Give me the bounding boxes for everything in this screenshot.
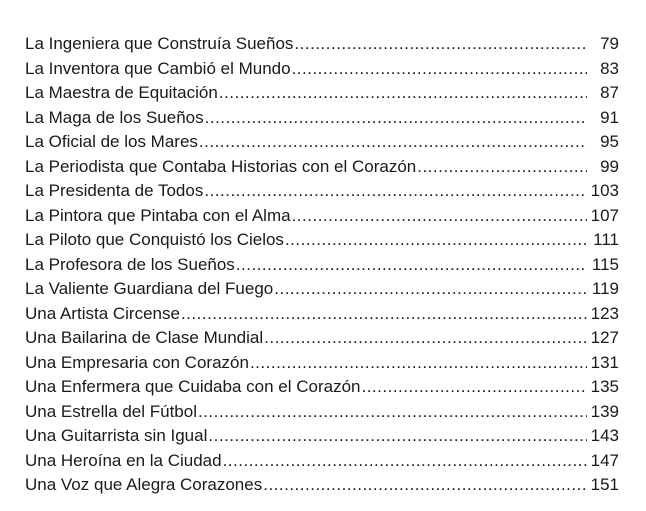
toc-entry-title: La Pintora que Pintaba con el Alma	[25, 205, 291, 225]
dot-leader	[223, 449, 587, 474]
dot-leader	[417, 155, 587, 180]
dot-leader	[274, 277, 587, 302]
toc-entry	[25, 106, 619, 131]
dot-leader	[263, 473, 587, 498]
toc-entry-title: La Oficial de los Mares	[25, 132, 198, 151]
toc-entry-title: Una Estrella del Fútbol	[25, 401, 197, 421]
toc-entry	[25, 32, 619, 57]
dot-leader	[208, 424, 587, 449]
toc-entry-title: La Periodista que Contaba Historias con el Corazón	[25, 156, 417, 176]
toc-entry-page: 83	[600, 58, 619, 78]
toc-entry-title: La Piloto que Conquistó los Cielos	[25, 230, 284, 249]
toc-entry-title: Una Bailarina de Clase Mundial	[25, 328, 264, 347]
dot-leader	[198, 400, 587, 425]
toc-entry-title: La Inventora que Cambió el Mundo	[25, 58, 291, 78]
toc-entry-title: La Ingeniera que Construía Sueños	[25, 34, 294, 53]
toc-entry	[25, 204, 619, 229]
toc-entry-page: 131	[590, 352, 619, 372]
toc-entry-title: La Maga de los Sueños	[25, 107, 204, 127]
toc-entry	[25, 155, 619, 180]
dot-leader	[250, 351, 587, 376]
toc-entry-page: 123	[590, 303, 619, 323]
toc-entry-page: 95	[600, 132, 619, 151]
toc-entry-page: 79	[600, 34, 619, 53]
toc-entry	[25, 351, 619, 376]
toc-entry	[25, 81, 619, 106]
toc-entry-title: La Maestra de Equitación	[25, 83, 218, 102]
toc-entry-title: Una Artista Circense	[25, 303, 180, 323]
toc-entry	[25, 228, 619, 253]
dot-leader	[292, 204, 587, 229]
toc-entry-page: 115	[591, 254, 619, 274]
dot-leader	[219, 81, 587, 106]
toc-entry	[25, 277, 619, 302]
toc-entry	[25, 326, 619, 351]
toc-entry-title: Una Voz que Alegra Corazones	[25, 475, 263, 494]
toc-entry-page: 107	[590, 205, 619, 225]
toc-entry	[25, 473, 619, 498]
toc-entry-page: 151	[590, 475, 619, 494]
toc-entry-page: 99	[600, 156, 619, 176]
toc-entry-page: 87	[600, 83, 619, 102]
dot-leader	[204, 179, 587, 204]
toc-entry	[25, 449, 619, 474]
toc-entry-title: Una Enfermera que Cuidaba con el Corazón	[25, 377, 361, 396]
toc-entry-title: Una Empresaria con Corazón	[25, 352, 249, 372]
dot-leader	[264, 326, 587, 351]
dot-leader	[205, 106, 587, 131]
toc-entry	[25, 302, 619, 327]
dot-leader	[294, 32, 587, 57]
toc-entry-page: 139	[590, 401, 619, 421]
toc-entry	[25, 253, 619, 278]
toc-entry-page: 143	[590, 426, 619, 445]
toc-entry-title: La Profesora de los Sueños	[25, 254, 235, 274]
toc-entry-title: La Presidenta de Todos	[25, 181, 204, 200]
toc-entry	[25, 400, 619, 425]
toc-entry-page: 111	[593, 230, 619, 249]
dot-leader	[292, 57, 587, 82]
dot-leader	[285, 228, 587, 253]
toc-entry-page: 147	[590, 450, 619, 470]
toc-entry	[25, 130, 619, 155]
toc-entry	[25, 179, 619, 204]
toc-entry-page: 127	[590, 328, 619, 347]
dot-leader	[236, 253, 587, 278]
toc-entry	[25, 375, 619, 400]
toc-entry	[25, 424, 619, 449]
toc-entry-page: 103	[590, 181, 619, 200]
toc-entry-title: La Valiente Guardiana del Fuego	[25, 279, 274, 298]
toc-entry-title: Una Heroína en la Ciudad	[25, 450, 222, 470]
toc-entry	[25, 57, 619, 82]
toc-entry-page: 119	[591, 279, 619, 298]
toc-entry-title: Una Guitarrista sin Igual	[25, 426, 208, 445]
table-of-contents	[25, 32, 619, 498]
dot-leader	[199, 130, 587, 155]
toc-entry-page: 135	[590, 377, 619, 396]
toc-entry-page: 91	[600, 107, 619, 127]
dot-leader	[181, 302, 587, 327]
dot-leader	[361, 375, 587, 400]
